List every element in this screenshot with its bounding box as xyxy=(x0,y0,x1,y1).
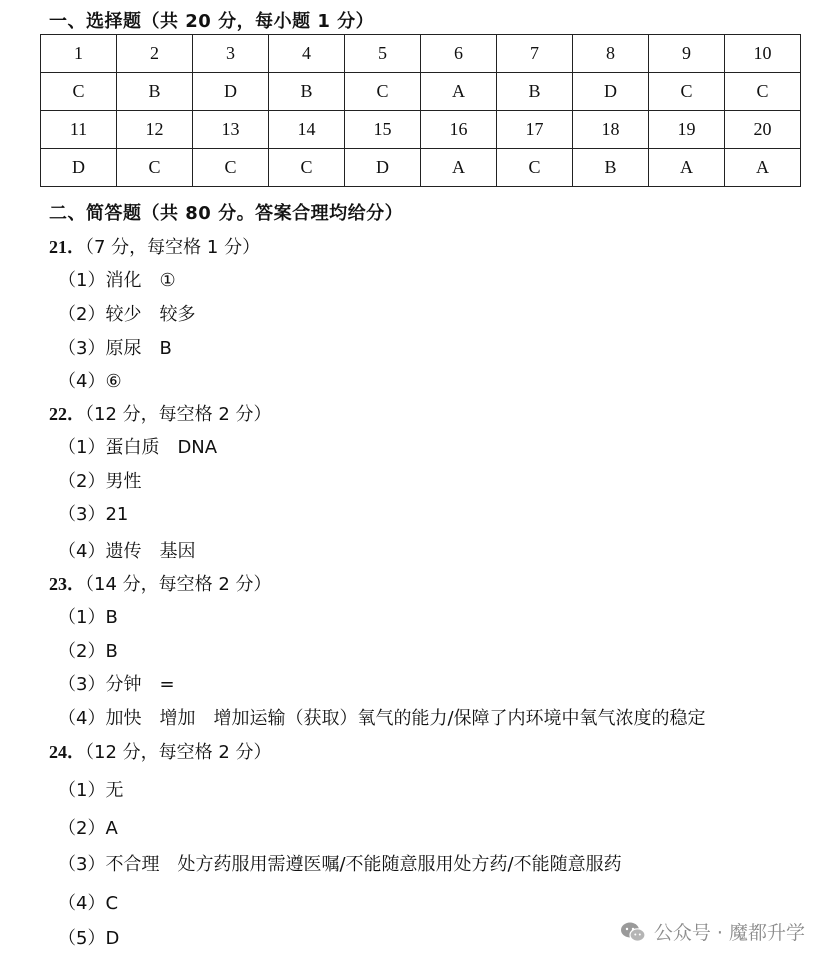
table-cell: C xyxy=(497,149,573,187)
table-cell: D xyxy=(193,73,269,111)
table-row xyxy=(41,111,801,149)
table-cell: 17 xyxy=(497,111,573,149)
question-22-header xyxy=(49,400,272,426)
table-cell: D xyxy=(41,149,117,187)
table-cell: 6 xyxy=(421,35,497,73)
table-cell: 8 xyxy=(573,35,649,73)
section-2-title: 二、简答题（共 80 分。答案合理均给分） xyxy=(49,203,404,224)
table-cell: C xyxy=(345,73,421,111)
answer-line: （2）A xyxy=(58,818,118,839)
table-row xyxy=(41,35,801,73)
table-cell: 12 xyxy=(117,111,193,149)
table-cell: 16 xyxy=(421,111,497,149)
question-score-note: （7 分，每空格 1 分） xyxy=(85,237,261,258)
answer-line: （5）D xyxy=(58,928,120,949)
table-cell: 1 xyxy=(41,35,117,73)
question-score-note: （12 分，每空格 2 分） xyxy=(85,404,272,425)
question-number: 24． xyxy=(49,742,85,762)
table-cell: B xyxy=(497,73,573,111)
table-cell: 15 xyxy=(345,111,421,149)
table-cell: D xyxy=(573,73,649,111)
table-cell: A xyxy=(725,149,801,187)
table-cell: B xyxy=(269,73,345,111)
watermark xyxy=(620,918,805,945)
table-cell: A xyxy=(649,149,725,187)
table-cell: 13 xyxy=(193,111,269,149)
answer-line: （3）21 xyxy=(58,504,129,525)
question-score-note: （12 分，每空格 2 分） xyxy=(85,742,272,763)
question-number: 21． xyxy=(49,237,85,257)
table-cell: C xyxy=(649,73,725,111)
table-cell: A xyxy=(421,149,497,187)
table-cell: C xyxy=(117,149,193,187)
answer-line: （1）无 xyxy=(58,780,124,801)
table-cell: 20 xyxy=(725,111,801,149)
table-cell: 18 xyxy=(573,111,649,149)
table-cell: 10 xyxy=(725,35,801,73)
table-cell: D xyxy=(345,149,421,187)
table-cell: 5 xyxy=(345,35,421,73)
question-24-header xyxy=(49,738,272,764)
answer-line: （1）消化 ① xyxy=(58,270,176,291)
table-cell: 2 xyxy=(117,35,193,73)
section-1-title: 一、选择题（共 20 分，每小题 1 分） xyxy=(49,11,375,32)
table-row xyxy=(41,149,801,187)
table-row xyxy=(41,73,801,111)
table-cell: B xyxy=(573,149,649,187)
answer-line: （4）⑥ xyxy=(58,371,122,392)
table-cell: 19 xyxy=(649,111,725,149)
answer-line: （4）加快 增加 增加运输（获取）氧气的能力/保障了内环境中氧气浓度的稳定 xyxy=(58,708,706,729)
table-cell: 3 xyxy=(193,35,269,73)
table-cell: 7 xyxy=(497,35,573,73)
table-cell: C xyxy=(41,73,117,111)
watermark-text: 公众号 · 魔都升学 xyxy=(653,922,805,944)
answer-line: （4）遗传 基因 xyxy=(58,541,196,562)
answer-line: （4）C xyxy=(58,893,119,914)
answer-line: （1）蛋白质 DNA xyxy=(58,437,218,458)
table-cell: B xyxy=(117,73,193,111)
answer-line: （3）不合理 处方药服用需遵医嘱/不能随意服用处方药/不能随意服药 xyxy=(58,854,622,875)
table-cell: C xyxy=(725,73,801,111)
question-number: 23． xyxy=(49,574,85,594)
table-cell: 14 xyxy=(269,111,345,149)
table-cell: C xyxy=(193,149,269,187)
question-score-note: （14 分，每空格 2 分） xyxy=(85,574,272,595)
answer-line: （2）较少 较多 xyxy=(58,304,196,325)
answer-line: （1）B xyxy=(58,607,118,628)
answer-line: （2）B xyxy=(58,641,118,662)
answer-table xyxy=(40,34,801,187)
question-23-header xyxy=(49,570,272,596)
answer-line: （2）男性 xyxy=(58,471,142,492)
answer-line: （3）分钟 = xyxy=(58,674,175,695)
table-cell: A xyxy=(421,73,497,111)
wechat-icon xyxy=(620,921,646,943)
table-cell: C xyxy=(269,149,345,187)
table-cell: 4 xyxy=(269,35,345,73)
question-number: 22． xyxy=(49,404,85,424)
question-21-header xyxy=(49,233,260,259)
table-cell: 9 xyxy=(649,35,725,73)
table-cell: 11 xyxy=(41,111,117,149)
answer-line: （3）原尿 B xyxy=(58,338,172,359)
